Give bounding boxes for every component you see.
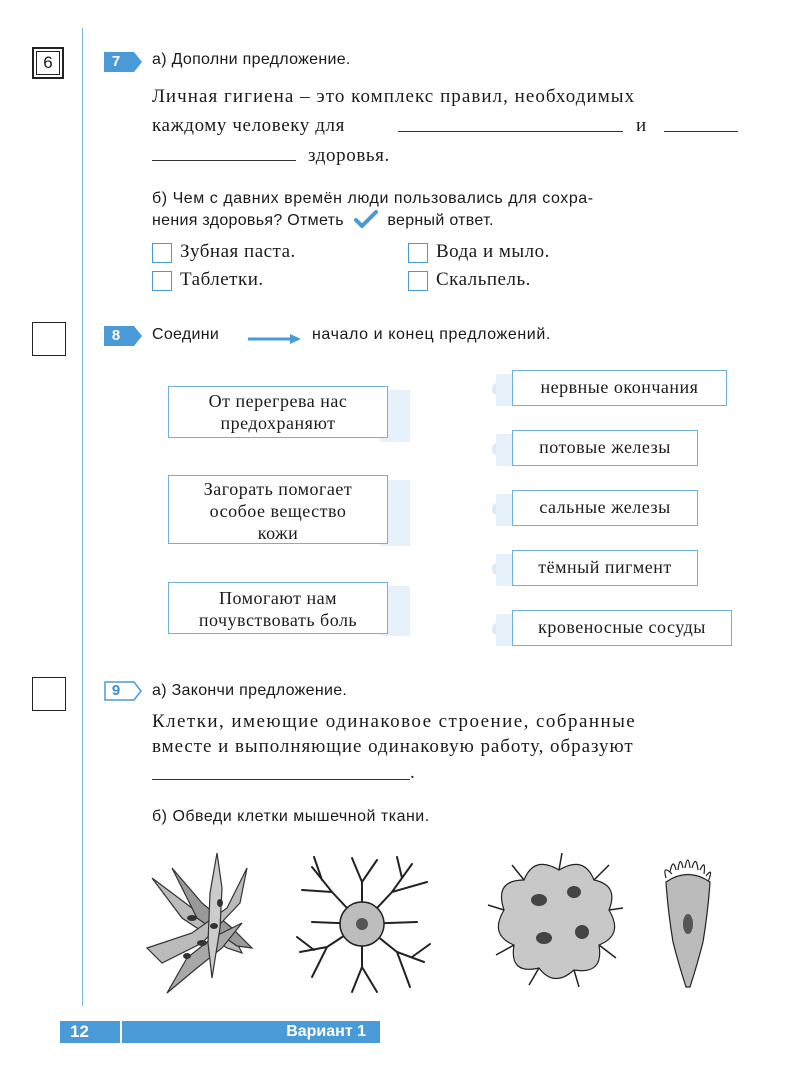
option-checkbox[interactable] [152, 271, 172, 291]
score-box-task8[interactable] [32, 322, 66, 356]
card-text: От перегрева нас предохраняют [208, 391, 348, 433]
answer-blank[interactable] [398, 131, 623, 132]
task7-sentence-end: здоровья. [308, 145, 390, 166]
answer-blank[interactable] [152, 160, 296, 161]
sentence-end-card[interactable] [512, 490, 698, 526]
epithelial-cells-image[interactable] [484, 850, 624, 990]
card-text: кровеносные сосуды [538, 617, 706, 637]
task-number-badge: 9 [104, 681, 136, 701]
option-checkbox[interactable] [408, 271, 428, 291]
option-label: Таблетки. [180, 269, 264, 290]
sentence-start-card[interactable] [168, 582, 388, 634]
option-label: Зубная паста. [180, 241, 296, 262]
score-box-task7[interactable] [32, 47, 64, 79]
page-number: 12 [60, 1021, 120, 1043]
task8-instruction-start: Соедини [152, 326, 220, 343]
answer-blank[interactable] [664, 131, 738, 132]
sentence-start-card[interactable] [168, 386, 388, 438]
task7-part-b-line1: б) Чем с давних времён люди пользовались для сохра- [152, 190, 594, 207]
sentence-end-card[interactable] [512, 370, 727, 406]
task7-sentence-line2: каждому человеку для [152, 115, 345, 136]
task7-part-a-title: а) Дополни предложение. [152, 51, 351, 68]
nerve-cell-image[interactable] [292, 852, 432, 997]
task-number-badge: 8 [104, 326, 136, 346]
option-label: Скальпель. [436, 269, 531, 290]
ciliated-cell-image[interactable] [658, 852, 718, 992]
option-label: Вода и мыло. [436, 241, 550, 262]
task9-sentence-line1: Клетки, имеющие одинаковое строение, собранные [152, 711, 637, 732]
task7-part-b-text: нения здоровья? Отметь [152, 212, 344, 229]
card-text: Загорать помогает особое вещество кожи [203, 479, 353, 543]
sentence-end-card[interactable] [512, 610, 732, 646]
task9-sentence-line2: вместе и выполняющие одинаковую работу, образуют [152, 736, 634, 757]
task9-part-b-title: б) Обведи клетки мышечной ткани. [152, 808, 430, 825]
variant-label: Вариант 1 [122, 1021, 380, 1043]
arrow-icon [246, 333, 302, 345]
sentence-end-card[interactable] [512, 430, 698, 466]
sentence-end-card[interactable] [512, 550, 698, 586]
task7-sentence-line1: Личная гигиена – это комплекс правил, необходимых [152, 86, 636, 107]
option-checkbox[interactable] [408, 243, 428, 263]
option-checkbox[interactable] [152, 243, 172, 263]
answer-blank[interactable] [152, 779, 410, 780]
task7-part-b-text: верный ответ. [387, 212, 494, 229]
score-box-task9[interactable] [32, 677, 66, 711]
sentence-start-card[interactable] [168, 475, 388, 544]
checkmark-icon [353, 210, 379, 228]
score-value: 6 [43, 53, 53, 72]
card-text: потовые железы [539, 437, 671, 457]
card-text: сальные железы [539, 497, 671, 517]
card-text: нервные окончания [540, 377, 699, 397]
task9-part-a-title: а) Закончи предложение. [152, 682, 348, 699]
muscle-cells-image[interactable] [142, 848, 262, 998]
task7-and: и [636, 115, 647, 136]
card-text: Помогают нам почувствовать боль [198, 588, 358, 630]
task-number-badge: 7 [104, 52, 136, 72]
task7-part-b-line2 [152, 210, 494, 230]
task9-period: . [410, 762, 415, 783]
task8-instruction-end: начало и конец предложений. [312, 326, 551, 343]
margin-line [82, 28, 83, 1006]
card-text: тёмный пигмент [538, 557, 672, 577]
